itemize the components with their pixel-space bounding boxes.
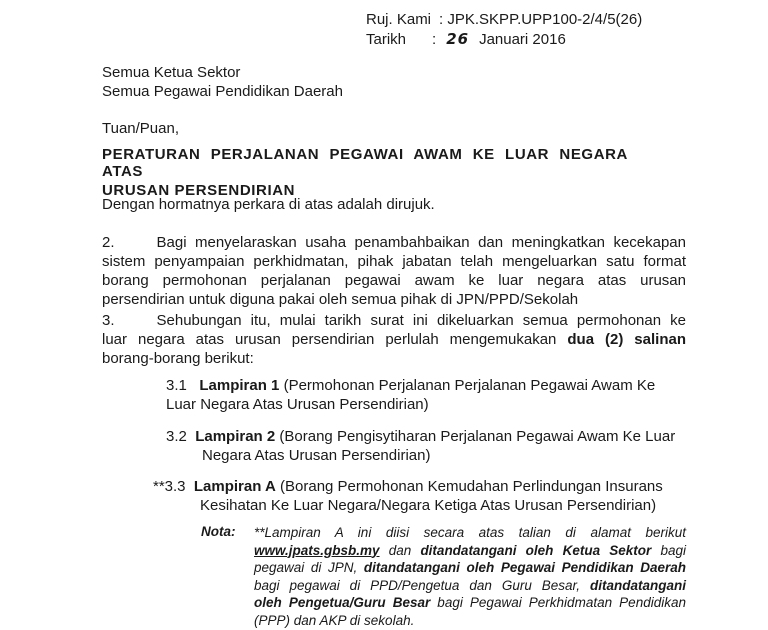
para3-line-1-text: Sehubungan itu, mulai tarikh surat ini dikeluarkan semua permohonan ke	[156, 312, 686, 329]
para3-line-3: borang-borang berikut:	[102, 350, 254, 367]
recipient-line-2: Semua Pegawai Pendidikan Daerah	[102, 83, 343, 100]
ruj-label: Ruj. Kami	[366, 11, 432, 28]
nota-bold: ditandatangani	[589, 577, 686, 593]
nota-bold: ditandatangani oleh Pegawai Pendidikan Daerah	[363, 560, 686, 575]
item-title: Lampiran 1	[199, 377, 280, 394]
para2-line-1	[102, 233, 686, 252]
para2-line-1-text: Bagi menyelaraskan usaha penambahbaikan dan meningkatkan kecekapan	[156, 234, 686, 251]
para3-number: 3.	[102, 312, 115, 329]
nota-text: bagi pegawai di PPD/Pengetua dan Guru Besar,	[254, 577, 590, 593]
para3-copies-bold: dua (2) salinan	[567, 331, 686, 348]
website-link[interactable]: www.jpats.gbsb.my	[254, 542, 380, 558]
item-number: **3.3	[153, 478, 186, 495]
item-desc-1: (Borang Pengisytiharan Perjalanan Pegawai Awam Ke Luar	[279, 428, 676, 445]
nota-text: bagi	[651, 542, 686, 558]
item-number: 3.2	[166, 428, 187, 445]
nota-body	[254, 524, 686, 629]
tarikh-label: Tarikh	[366, 31, 407, 48]
para3-line-2-text: luar negara atas urusan persendirian perlulah mengemukakan	[102, 331, 557, 348]
recipient-line-1: Semua Ketua Sektor	[102, 64, 241, 81]
subject-line-2: URUSAN PERSENDIRIAN	[102, 182, 296, 199]
ref-tarikh-line: Tarikh : 26 Januari 2016	[366, 30, 566, 48]
nota-line-2	[254, 542, 686, 560]
salutation: Tuan/Puan,	[102, 120, 179, 137]
paragraph-3	[102, 311, 686, 368]
list-item	[166, 427, 675, 465]
tarikh-day-handwritten: 26	[446, 30, 470, 48]
ref-ruj-line: Ruj. Kami : JPK.SKPP.UPP100-2/4/5(26)	[366, 11, 643, 28]
list-item	[166, 376, 655, 414]
para2-number: 2.	[102, 234, 115, 251]
item-desc-2: Negara Atas Urusan Persendirian)	[202, 447, 431, 464]
item-title: Lampiran A	[193, 478, 276, 495]
para2-line-2: sistem penyampaian perkhidmatan, pihak jabatan telah mengeluarkan satu format	[102, 253, 686, 270]
item-desc-2: Luar Negara Atas Urusan Persendirian)	[166, 396, 429, 413]
intro-text: Dengan hormatnya perkara di atas adalah dirujuk.	[102, 196, 435, 213]
item-desc-1: (Borang Permohonan Kemudahan Perlindungan Insurans	[280, 478, 663, 495]
nota-text: pegawai di JPN,	[254, 560, 364, 575]
subject-heading	[102, 146, 628, 199]
item-number: 3.1	[166, 377, 187, 394]
nota-bold: ditandatangani oleh Ketua Sektor	[420, 542, 652, 558]
para2-line-3: borang permohonan perjalanan pegawai awam ke luar negara atas urusan	[102, 272, 686, 289]
para3-line-2	[102, 330, 686, 349]
nota-line-4	[254, 577, 686, 595]
tarikh-rest: Januari 2016	[479, 31, 566, 48]
nota-label: Nota:	[201, 524, 236, 539]
para2-line-4: persendirian untuk diguna pakai oleh semua pihak di JPN/PPD/Sekolah	[102, 291, 579, 308]
ruj-value: JPK.SKPP.UPP100-2/4/5(26)	[447, 11, 643, 28]
paragraph-2	[102, 233, 686, 309]
list-item	[153, 477, 663, 515]
nota-text: dan	[379, 542, 421, 558]
nota-line-6: (PPP) dan AKP di sekolah.	[254, 612, 415, 628]
nota-line-1: **Lampiran A ini diisi secara atas talian di alamat berikut	[254, 525, 686, 540]
item-desc-2: Kesihatan Ke Luar Negara/Negara Ketiga Atas Urusan Persendirian)	[200, 497, 657, 514]
nota-text: bagi Pegawai Perkhidmatan Pendidikan	[430, 595, 686, 610]
item-title: Lampiran 2	[195, 428, 276, 445]
item-desc-1: (Permohonan Perjalanan Perjalanan Pegawai Awam Ke	[283, 377, 656, 394]
nota-bold: oleh Pengetua/Guru Besar	[254, 595, 431, 610]
para3-line-1	[102, 311, 686, 330]
nota-line-5	[254, 594, 686, 612]
subject-line-1: PERATURAN PERJALANAN PEGAWAI AWAM KE LUAR NEGARA ATAS	[102, 146, 628, 180]
nota-line-3	[254, 559, 686, 577]
